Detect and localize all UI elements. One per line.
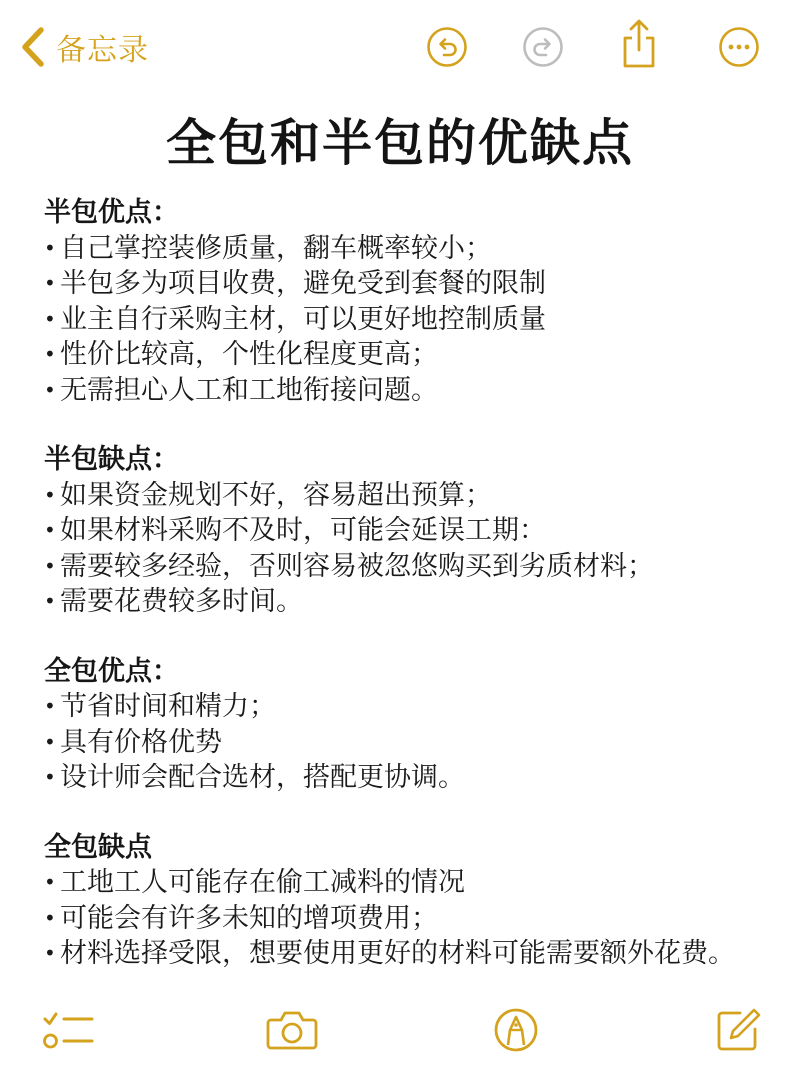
bullet-icon: • (44, 905, 56, 930)
list-item (44, 901, 794, 937)
bottom-toolbar (0, 1000, 800, 1069)
bullet-icon: • (44, 271, 56, 295)
list-item (44, 302, 794, 338)
list-item-text: 节省时间和精力； (60, 691, 276, 722)
camera-button[interactable] (266, 1006, 318, 1054)
compose-button[interactable] (712, 1006, 764, 1054)
undo-button[interactable] (424, 24, 470, 70)
list-item-text: 需要花费较多时间。 (60, 586, 303, 617)
note-body[interactable] (44, 195, 794, 1006)
markup-button[interactable] (490, 1006, 542, 1054)
share-icon (619, 18, 659, 70)
bullet-icon: • (44, 342, 56, 366)
list-item (44, 936, 794, 972)
markup-pen-icon (493, 1007, 539, 1053)
more-icon (718, 26, 760, 68)
section-full-package-pros (44, 654, 794, 796)
camera-icon (266, 1009, 318, 1051)
section-heading: 全包缺点 (44, 831, 152, 863)
list-item-text: 工地工人可能存在偷工减料的情况 (60, 867, 465, 898)
back-button-label: 备忘录 (56, 33, 149, 68)
bullet-list (44, 231, 794, 409)
bullet-icon: • (44, 482, 56, 507)
list-item (44, 689, 794, 725)
list-item (44, 231, 794, 267)
bullet-list (44, 478, 794, 620)
section-heading: 半包优点： (44, 197, 179, 228)
list-item (44, 337, 794, 373)
list-item (44, 266, 794, 302)
bullet-icon: • (44, 729, 56, 754)
share-button[interactable] (616, 18, 662, 70)
section-half-package-cons (44, 442, 794, 620)
list-item (44, 760, 794, 796)
more-button[interactable] (716, 24, 762, 70)
list-item-text: 如果资金规划不好，容易超出预算； (60, 479, 492, 511)
back-button[interactable] (20, 22, 149, 72)
section-full-package-cons (44, 830, 794, 972)
list-item-text: 无需担心人工和工地衔接问题。 (60, 374, 438, 406)
chevron-left-icon (20, 26, 46, 68)
redo-icon (522, 26, 564, 68)
bullet-icon: • (44, 941, 56, 965)
list-item (44, 725, 794, 761)
list-item-text: 需要较多经验，否则容易被忽悠购买到劣质材料； (60, 550, 654, 582)
checklist-button[interactable] (42, 1006, 94, 1054)
bullet-icon: • (44, 518, 56, 542)
list-item-text: 自己掌控装修质量，翻车概率较小； (60, 232, 492, 264)
section-heading: 全包优点： (44, 655, 179, 687)
list-item (44, 549, 794, 585)
bullet-icon: • (44, 306, 56, 331)
list-item (44, 478, 794, 514)
list-item (44, 865, 794, 901)
redo-button[interactable] (520, 24, 566, 70)
list-item (44, 513, 794, 549)
bullet-icon: • (44, 870, 56, 894)
list-item-text: 如果材料采购不及时，可能会延误工期： (60, 515, 546, 546)
bullet-icon: • (44, 589, 56, 613)
bullet-list (44, 865, 794, 972)
section-heading: 半包缺点： (44, 444, 179, 475)
list-item-text: 性价比较高，个性化程度更高； (60, 339, 438, 370)
bullet-list (44, 689, 794, 796)
list-item-text: 半包多为项目收费，避免受到套餐的限制 (60, 268, 546, 299)
list-item-text: 设计师会配合选材，搭配更协调。 (60, 762, 465, 793)
compose-icon (714, 1007, 762, 1053)
note-title: 全包和半包的优缺点 (166, 114, 634, 172)
checklist-icon (42, 1008, 94, 1052)
list-item-text: 材料选择受限，想要使用更好的材料可能需要额外花费。 (60, 938, 735, 969)
bullet-icon: • (44, 694, 56, 718)
list-item (44, 584, 794, 620)
bullet-icon: • (44, 765, 56, 789)
list-item-text: 具有价格优势 (60, 726, 222, 758)
list-item-text: 可能会有许多未知的增项费用； (60, 902, 438, 934)
bullet-icon: • (44, 235, 56, 260)
list-item (44, 373, 794, 409)
bullet-icon: • (44, 377, 56, 402)
undo-icon (426, 26, 468, 68)
bullet-icon: • (44, 553, 56, 578)
top-navigation-bar (0, 0, 800, 95)
section-half-package-pros (44, 195, 794, 408)
list-item-text: 业主自行采购主材，可以更好地控制质量 (60, 303, 546, 335)
